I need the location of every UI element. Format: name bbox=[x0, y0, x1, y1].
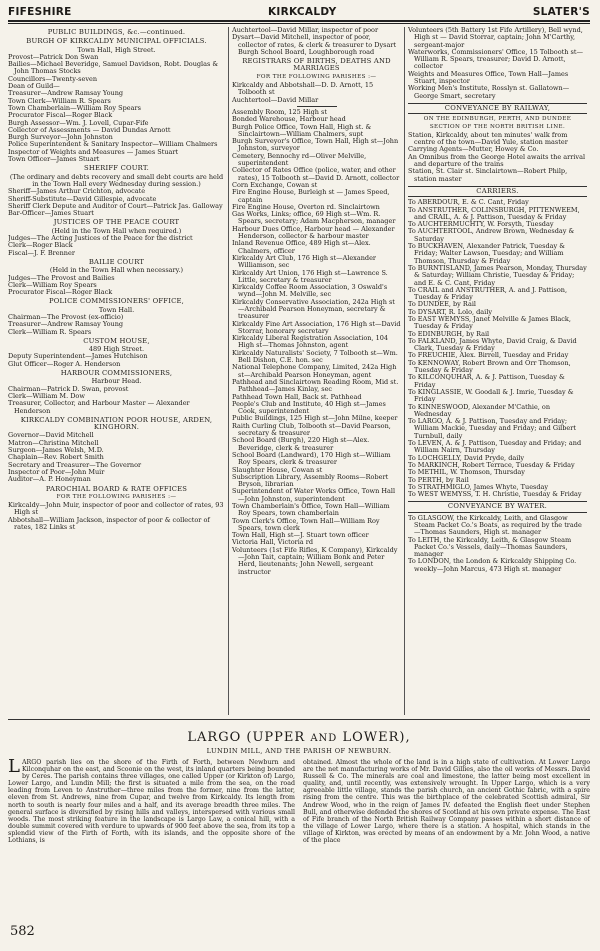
directory-entry: Volunteers (1st Fife Rifles, K Company), Kirkcaldy—John Tait, captain; William Bonk and Peter Herd, lieutenants; John Newell, sergeant instructor bbox=[232, 545, 398, 576]
directory-entry: Town Hall, High st—J. Stuart town officer bbox=[232, 531, 369, 540]
column-left bbox=[8, 27, 228, 715]
directory-entry: Dean of Guild— bbox=[8, 82, 60, 91]
section-subheading: FOR THE FOLLOWING PARISHES :— bbox=[56, 493, 177, 500]
boxed-heading: CONVEYANCE BY WATER. bbox=[408, 501, 587, 512]
directory-entry: Slaughter House, Cowan st bbox=[232, 465, 323, 474]
directory-entry: Inspector of Weights and Measures — James Stuart bbox=[8, 147, 179, 156]
section-heading: REGISTRARS OF BIRTHS, DEATHS AND MARRIAGES bbox=[242, 57, 391, 73]
section-note: Town Hall. bbox=[98, 305, 135, 314]
directory-entry: Gas Works, Links; office, 69 High st—Wm. R. Spears, secretary; Adam Macpherson, manager bbox=[232, 210, 396, 226]
directory-entry: To WEST WEMYSS, T. H. Christie, Tuesday & Friday bbox=[408, 490, 582, 499]
directory-entry: To PERTH, by Rail bbox=[408, 475, 469, 484]
directory-entry: Station, Kirkcaldy, about ten minutes' walk from centre of the town—David Yule, station master bbox=[408, 130, 568, 147]
directory-entry: Town Chamberlain's Office, Town Hall—William Roy Spears, town chamberlain bbox=[232, 502, 390, 518]
columns-bottom-rule bbox=[8, 719, 590, 720]
largo-text-right: obtained. Almost the whole of the land is in a high state of cultivation. At Lower Largo are the net manufacturing works of Mr. David Gillies, also the oil works of Messrs. David Russell & Co. The minerals are coal and limestone, the latter being most excellent in quality, and, until recently, was extensively wrought. In Upper Largo, which is a very agreeable little village, stands the parish church, an ancient Gothic fabric, with a spire rising from the centre. This was the birthplace of the celebrated Scottish admiral, Sir Andrew Wood, who in the reign of James IV. defeated the English fleet under Stephen Bull, and otherwise defended the shores of Scotland at his own private expense. The East of Fife branch of the North British Railway Company passes within a short distance of the village of Lower Largo, where there is a station. A hospital, which stands in the village of Kirkton, was erected by means of an endowment by a Mr. John Wood, a native of the place bbox=[303, 759, 590, 845]
directory-entry: Chaplain—Rev. Robert Smith bbox=[8, 453, 104, 462]
directory-entry: Clerk—William Roy Spears bbox=[8, 280, 97, 289]
section-heading: BURGH OF KIRKCALDY MUNICIPAL OFFICIALS. bbox=[26, 37, 207, 46]
directory-entry: To LEVEN, A. & J. Pattison, Tuesday and Friday; and William Nairn, Thursday bbox=[408, 439, 582, 455]
directory-entry: Burgh Surveyor—John Johnston bbox=[8, 133, 113, 142]
directory-entry: Chairman—Patrick D. Swan, provost bbox=[8, 384, 129, 393]
directory-entry: Kirkcaldy Coffee Room Association, 3 Oswald's wynd—John M. Melville, sec bbox=[232, 283, 388, 299]
separator bbox=[297, 106, 337, 107]
directory-entry: To AUCHTERTOOL, Andrew Brown, Wednesday & Saturday bbox=[408, 227, 575, 243]
directory-entry: To FALKLAND, James Whyte, David Craig, & David Clark, Tuesday & Friday bbox=[408, 336, 577, 353]
directory-entry: Carrying Agents—Mutter, Howey & Co. bbox=[408, 145, 539, 154]
directory-entry: Raith Curling Club, Tolbooth st—David Pearson, secretary & treasurer bbox=[232, 421, 391, 438]
directory-entry: To KILCONQUHAR, A. & J. Pattison, Tuesday & Friday bbox=[408, 373, 565, 389]
directory-entry: Burgh Assessor—Wm. J. Lovell, Cupar-Fife bbox=[8, 118, 149, 127]
directory-entry: Burgh Police Office, Town Hall, High st. & Sinclairtown—William Chalmers, supt bbox=[232, 122, 372, 138]
directory-entry: Kirkcaldy Art Club, 176 High st—Alexander Williamson, sec bbox=[232, 253, 377, 270]
directory-entry: To EAST WEMYSS, Janet Melville & James Black, Tuesday & Friday bbox=[408, 314, 571, 331]
directory-entry: Procurator Fiscal—Roger Black bbox=[8, 288, 113, 297]
directory-entry: Kirkcaldy—John Muir, inspector of poor and collector of rates, 93 High st bbox=[8, 501, 224, 517]
directory-entry: Governor—David Mitchell bbox=[8, 431, 94, 440]
directory-entry: Kirkcaldy and Abbotshall—D. D. Arnott, 15 Tolbooth st bbox=[232, 81, 374, 97]
largo-title-end: LOWER), bbox=[342, 730, 411, 745]
section-heading: BAILIE COURT bbox=[88, 257, 145, 266]
directory-entry: Judges—The Acting Justices of the Peace for the district bbox=[8, 234, 193, 243]
directory-entry: To CRAIL and ANSTRUTHER, A. and J. Pattison, Tuesday & Friday bbox=[408, 285, 568, 302]
boxed-heading: CARRIERS. bbox=[408, 186, 587, 197]
largo-text-left bbox=[8, 756, 295, 845]
section-heading: CUSTOM HOUSE, bbox=[83, 336, 150, 345]
directory-entry: Station, St. Clair st. Sinclairtown—Robert Philp, station master bbox=[408, 167, 568, 183]
largo-title-main: LARGO (UPPER bbox=[187, 730, 306, 745]
directory-entry: Kirkcaldy Naturalists' Society, 7 Tolbooth st—Wm. Bell Dishon, C.E. hon. sec bbox=[232, 348, 398, 365]
directory-entry: To ABERDOUR, E. & C. Cant, Friday bbox=[408, 198, 529, 207]
directory-entry: Burgh Surveyor's Office, Town Hall, High st—John Johnston, surveyor bbox=[232, 137, 399, 153]
directory-entry: To METHIL, W. Thomson, Thursday bbox=[408, 468, 525, 477]
directory-entry: Town Officer—James Stuart bbox=[8, 155, 100, 164]
directory-entry: Kirkcaldy Fine Art Association, 176 High st—David Storrar, honorary secretary bbox=[232, 319, 401, 335]
section-heading: SHERIFF COURT. bbox=[84, 164, 149, 173]
directory-entry: To DYSART, R. Lolo, daily bbox=[408, 307, 492, 316]
directory-entry: School Board (Landward), 170 High st—William Roy Spears, clerk & treasurer bbox=[232, 450, 391, 467]
directory-entry: Town Clerk's Office, Town Hall—William Roy Spears, town clerk bbox=[232, 516, 380, 532]
directory-entry: Kirkcaldy Liberal Registration Association, 104 High st—Thomas Johnston, agent bbox=[232, 334, 388, 350]
directory-entry: Treasurer—Andrew Ramsay Young bbox=[8, 320, 124, 329]
directory-entry: School Board (Burgh), 220 High st—Alex. Beveridge, clerk & treasurer bbox=[232, 436, 370, 452]
directory-entry: To LEITH, the Kirkcaldy, Leith, & Glasgow Steam Packet Co.'s Vessels, daily—Thomas Saunders, manager bbox=[408, 535, 572, 559]
directory-entry: To FREUCHIE, Alex. Birrell, Tuesday and Friday bbox=[408, 351, 569, 360]
directory-entry: Chairman—The Provost (ex-officio) bbox=[8, 312, 124, 321]
section-heading: POLICE COMMISSIONERS' OFFICE, bbox=[48, 297, 185, 306]
directory-entry: Cemetery, Bennochy rd—Oliver Melville, superintendent bbox=[232, 151, 367, 168]
directory-entry: Town Chamberlain—William Roy Spears bbox=[8, 103, 141, 112]
section-note: Town Hall, High Street. bbox=[77, 45, 156, 54]
directory-entry: To ANSTRUTHER, COLINSBURGH, PITTENWEEM, and CRAIL, A. & J. Pattison, Tuesday & Friday bbox=[408, 205, 580, 221]
directory-entry: National Telephone Company, Limited, 242a High st—Archibald Pearson Honeyman, agent bbox=[232, 363, 397, 379]
directory-entry: To LARGO, A. & J. Pattison, Tuesday and Friday; William Mackie, Tuesday and Friday; and Gilbert Turnbull, daily bbox=[408, 417, 576, 440]
directory-entry: Victoria Hall, Victoria rd bbox=[232, 538, 314, 547]
directory-entry: Pathhead and Sinclairtown Reading Room, Mid st. Pathhead—James Kinlay, sec bbox=[232, 377, 399, 394]
directory-entry: Clerk—William R. Spears bbox=[8, 327, 92, 336]
drop-cap-l: L bbox=[8, 756, 20, 777]
directory-entry: Bonded Warehouse, Harbour head bbox=[232, 115, 346, 124]
directory-entry: Sheriff-Substitute—David Gillespie, advocate bbox=[8, 194, 157, 203]
section-note: (The ordinary and debts recovery and small debt courts are held in the Town Hall every Wednesday during session.) bbox=[9, 172, 224, 188]
directory-entry: Bailies—Michael Beveridge, Samuel Davidson, Robt. Douglas & John Thomas Stocks bbox=[8, 60, 219, 76]
section-heading: PAROCHIAL BOARD & RATE OFFICES bbox=[45, 484, 188, 493]
directory-entry: Inland Revenue Office, 489 High st—Alex. Chalmers, officer bbox=[232, 239, 371, 255]
directory-entry: Inspector of Poor—John Muir bbox=[8, 467, 105, 476]
directory-entry: People's Club and Institute, 40 High st—James Cook, superintendent bbox=[232, 399, 386, 416]
directory-entry: To KENNOWAY, Robert Brown and Orr Thomson, Tuesday & Friday bbox=[408, 358, 571, 375]
directory-entry: Treasurer—Andrew Ramsay Young bbox=[8, 89, 124, 98]
directory-entry: An Omnibus from the George Hotel awaits the arrival and departure of the trains bbox=[408, 152, 586, 169]
section-note: (Held in the Town Hall when required.) bbox=[51, 226, 182, 235]
header-rule bbox=[8, 20, 590, 24]
directory-entry: Judges—The Provost and Bailies bbox=[8, 273, 115, 282]
directory-entry: Harbour Dues Office, Harbour head — Alexander Henderson, collector & harbour master bbox=[232, 224, 395, 241]
directory-entry: Sheriff Clerk Depute and Auditor of Court—Patrick Jas. Galloway bbox=[8, 201, 223, 210]
directory-columns bbox=[8, 27, 590, 715]
directory-entry: Town Clerk—William R. Spears bbox=[8, 96, 111, 105]
directory-entry: Collector of Assessments — David Dundas Arnott bbox=[8, 125, 171, 134]
directory-entry: Volunteers (5th Battery 1st Fife Artillery), Bell wynd, High st — David Storrar, captain; John M'Carthy, sergeant-major bbox=[408, 27, 583, 49]
directory-entry: Deputy Superintendent—James Hutchison bbox=[8, 352, 148, 361]
directory-entry: Treasurer, Collector, and Harbour Master — Alexander Henderson bbox=[8, 399, 190, 415]
directory-entry: Provost—Patrick Don Swan bbox=[8, 52, 99, 61]
directory-entry: Secretary and Treasurer—The Governor bbox=[8, 460, 142, 469]
largo-text-left-body: ARGO parish lies on the shore of the Firth of Forth, between Newburn and Kilconquhar on the east, and Scoonie on the west, its inland quarters being bounded by Ceres. The parish contains three villages, one called Upper (or Kirkton of) Largo, Lower Largo, and Lundin Mill; the first is situated a mile from the sea, on the road leading from Leven to Anstruther—three miles from the former, nine from the latter, eleven from St. Andrews, nine from Cupar, and twelve from Kirkcaldy. Its length from north to south is nearly four miles and a half, and its average breadth three miles. The general surface is diversified by rising hills and valleys, interspersed with various small woods. The most striking feature in the landscape is Largo Law, a conical hill, with a double summit covered with verdure to upwards of 900 feet above the sea, from its top a splendid view of the Firth of Forth, with its islands, and the opposite shore of the Lothians, is bbox=[8, 759, 295, 845]
directory-entry: To BUCKHAVEN, Alexander Patrick, Tuesday & Friday; Walter Lawson, Tuesday; and William Thomson, Thursday & Friday bbox=[408, 242, 566, 265]
directory-entry: Councillors—Twenty-seven bbox=[8, 74, 98, 83]
directory-entry: Kirkcaldy Conservative Association, 242a High st—Archibald Pearson Honeyman, secretary & treasurer bbox=[232, 297, 395, 321]
directory-entry: To MARKINCH, Robert Terrace, Tuesday & Friday bbox=[408, 460, 575, 469]
running-head bbox=[8, 6, 590, 18]
directory-entry: Glut Officer—Roger A. Henderson bbox=[8, 359, 121, 368]
directory-entry: To DUNDEE, by Rail bbox=[408, 300, 476, 309]
directory-entry: Waterworks, Commissioners' Office, 15 Tolbooth st—William R. Spears, treasurer; David D. Arnott, collector bbox=[408, 47, 583, 71]
largo-subtitle: LUNDIN MILL, AND THE PARISH OF NEWBURN. bbox=[206, 747, 392, 755]
directory-entry: Procurator Fiscal—Roger Black bbox=[8, 111, 113, 120]
directory-entry: Auchtertool—David Millar bbox=[232, 95, 319, 104]
directory-entry: Police Superintendent & Sanitary Inspector—William Chalmers bbox=[8, 140, 218, 149]
section-heading: KIRKCALDY COMBINATION POOR HOUSE, ARDEN, KINGHORN. bbox=[20, 415, 213, 432]
largo-section bbox=[8, 730, 590, 844]
directory-entry: Surgeon—James Welsh, M.D. bbox=[8, 446, 104, 455]
directory-entry: To KINGLASSIE, W. Goodall & J. Imrie, Tuesday & Friday bbox=[408, 387, 574, 404]
directory-entry: To LOCHGELLY, David Pryde, daily bbox=[408, 453, 525, 462]
directory-entry: Clerk—William M. Dow bbox=[8, 391, 85, 400]
section-note: Harbour Head. bbox=[91, 377, 142, 386]
directory-entry: Fiscal—J. F. Brenner bbox=[8, 248, 75, 257]
directory-entry: Corn Exchange, Cowan st bbox=[232, 180, 318, 189]
column-right bbox=[404, 27, 590, 715]
directory-entry: Working Men's Institute, Rosslyn st. Gallatown—George Smart, secretary bbox=[408, 84, 570, 100]
directory-entry: Kirkcaldy Art Union, 176 High st—Lawrence S. Little, secretary & treasurer bbox=[232, 268, 388, 284]
directory-entry: Sheriff—James Arthur Crichton, advocate bbox=[8, 187, 146, 196]
directory-entry: Fire Engine House, Burleigh st — James Speed, captain bbox=[232, 188, 390, 204]
section-heading: HARBOUR COMMISSIONERS, bbox=[60, 369, 173, 378]
running-head-publisher: SLATER'S bbox=[532, 6, 590, 18]
directory-entry: Dysart—David Mitchell, inspector of poor, collector of rates, & clerk & treasurer to Dysart Burgh School Board, Loughborough road bbox=[232, 33, 397, 56]
directory-entry: Fire Engine House, Overton rd. Sinclairtown bbox=[232, 202, 380, 211]
page-number: 582 bbox=[10, 924, 35, 939]
section-subheading: ON THE EDINBURGH, PERTH, AND DUNDEE SECTION OF THE NORTH BRITISH LINE. bbox=[423, 116, 572, 130]
column-middle bbox=[228, 27, 404, 715]
running-head-county: FIFESHIRE bbox=[8, 6, 72, 18]
directory-entry: Clerk—Roger Black bbox=[8, 241, 73, 250]
directory-entry: Bar-Officer—James Stuart bbox=[8, 209, 94, 218]
directory-entry: To BURNTISLAND, James Pearson, Monday, Thursday & Saturday; William Christie, Tuesday & Friday; and E. & C. Cant, Friday bbox=[408, 263, 587, 287]
section-note: (Held in the Town Hall when necessary.) bbox=[49, 266, 184, 275]
directory-entry: Superintendent of Water Works Office, Town Hall—John Johnston, superintendent bbox=[232, 487, 396, 503]
directory-entry: Pathhead Town Hall, Back st. Pathhead bbox=[232, 392, 362, 401]
section-note: 489 High Street. bbox=[88, 345, 145, 354]
directory-entry: To STRATHMIGLO, James Whyte, Tuesday bbox=[408, 482, 549, 491]
directory-entry: Abbotshall—William Jackson, inspector of poor & collector of rates, 182 Links st bbox=[8, 515, 210, 531]
directory-entry: To KINNESWOOD, Alexander M'Cathie, on Wednesday bbox=[408, 402, 551, 418]
directory-entry: Auchtertool—David Millar, inspector of poor bbox=[232, 27, 379, 34]
directory-entry: Weights and Measures Office, Town Hall—James Stuart, inspector bbox=[408, 69, 569, 86]
section-heading: JUSTICES OF THE PEACE COURT bbox=[53, 218, 180, 227]
section-heading: PUBLIC BUILDINGS, &c.—continued. bbox=[47, 28, 186, 36]
directory-entry: Matron—Christina Mitchell bbox=[8, 438, 99, 447]
directory-entry: Assembly Room, 125 High st bbox=[232, 107, 327, 116]
running-head-town: KIRKCALDY bbox=[267, 6, 337, 18]
directory-entry: To LONDON, the London & Kirkcaldy Shipping Co. weekly—John Marcus, 473 High st. manager bbox=[408, 557, 577, 573]
boxed-heading: CONVEYANCE BY RAILWAY, bbox=[408, 103, 587, 114]
directory-entry: To EDINBURGH, by Rail bbox=[408, 329, 490, 338]
directory-entry: Collector of Rates Office (police, water, and other rates), 15 Tolbooth st—David D. Arnott, collector bbox=[232, 166, 400, 182]
section-subheading: FOR THE FOLLOWING PARISHES :— bbox=[256, 73, 377, 80]
directory-entry: Public Buildings, 125 High st—John Milne, keeper bbox=[232, 414, 398, 423]
largo-title bbox=[8, 730, 590, 745]
largo-title-and: AND bbox=[310, 733, 338, 744]
directory-entry: Subscription Library, Assembly Rooms—Robert Bryson, librarian bbox=[232, 472, 389, 489]
largo-description bbox=[8, 756, 590, 845]
directory-entry: Auditor—A. P. Honeyman bbox=[8, 475, 91, 484]
directory-entry: To AUCHTERMUCHTY, W. Forsyth, Tuesday bbox=[408, 220, 554, 229]
directory-entry: To GLASGOW, the Kirkcaldy, Leith, and Glasgow Steam Packet Co.'s Boats, as required by the trade—Thomas Saunders, High st. manager bbox=[408, 513, 582, 537]
